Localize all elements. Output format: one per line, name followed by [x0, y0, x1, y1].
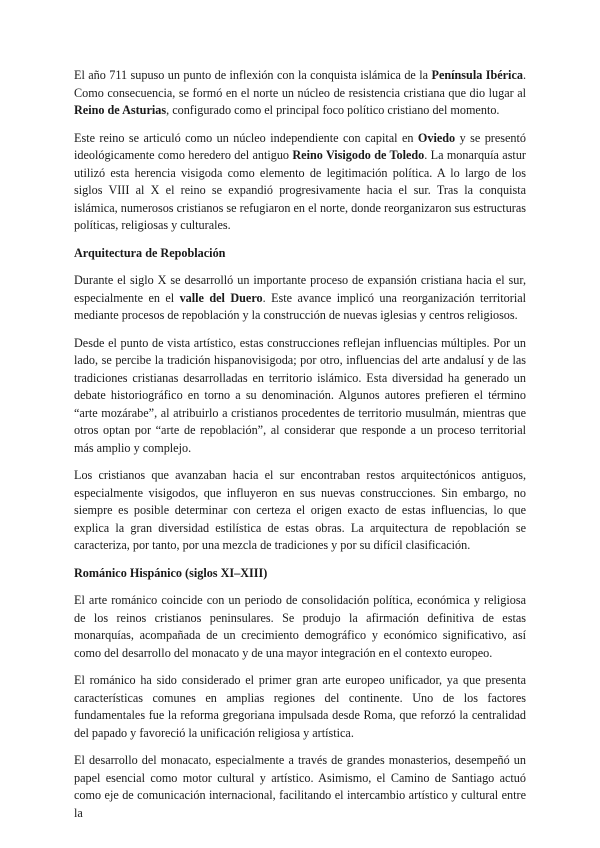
paragraph-text: . La monarquía astur utilizó esta herencia visigoda como elemento de legitimación política. A lo largo de los siglos VIII al X el reino se expandió progresivamente hacia el sur. Tras la conquista islámica, numerosos cristianos se refugiaron en el norte, donde reorganizaron sus estructuras políticas, religiosas y culturales.	[74, 148, 526, 232]
paragraph-text: Los cristianos que avanzaban hacia el sur encontraban restos arquitectónicos antiguos, especialmente visigodos, que influyeron en sus nuevas construcciones. Sin embargo, no siempre es posible determinar con certeza el origen exacto de estas influencias, lo que explica la gran diversidad estilística de estas obras. La arquitectura de repoblación se caracteriza, por tanto, por una mezcla de tradiciones y por su difícil clasificación.	[74, 468, 526, 552]
body-paragraph	[74, 130, 526, 235]
body-paragraph	[74, 752, 526, 822]
paragraph-text: . Como consecuencia, se formó en el norte un núcleo de resistencia cristiana que dio lugar al	[74, 68, 526, 100]
paragraph-text: Desde el punto de vista artístico, estas construcciones reflejan influencias múltiples. Por un lado, se percibe la tradición hispanovisigoda; por otro, influencias del arte andalusí y de las tradiciones cristianas desarrolladas en territorio islámico. Esta diversidad ha generado un debate historiográfico en torno a su denominación. Algunos autores prefieren el término “arte mozárabe”, al atribuirlo a cristianos procedentes de territorio musulmán, mientras que otros optan por “arte de repoblación”, al considerar que responde a un proceso territorial más amplio y complejo.	[74, 335, 526, 455]
body-paragraph	[74, 335, 526, 458]
body-paragraph	[74, 272, 526, 325]
body-paragraph	[74, 592, 526, 662]
paragraph-text: El románico ha sido considerado el primer gran arte europeo unificador, ya que presenta características comunes en amplias regiones del continente. Uno de los factores fundamentales fue la reforma gregoriana impulsada desde Roma, que reforzó la centralidad del papado y favoreció la unificación religiosa y artística.	[74, 673, 526, 740]
body-paragraph	[74, 467, 526, 555]
emphasized-term: Oviedo	[417, 130, 456, 145]
paragraph-text: El desarrollo del monacato, especialmente a través de grandes monasterios, desempeñó un papel esencial como motor cultural y artístico. Asimismo, el Camino de Santiago actuó como eje de comunicación internacional, facilitando el intercambio artístico y cultural entre la	[74, 753, 526, 820]
paragraph-text: Este reino se articuló como un núcleo independiente con capital en	[74, 130, 418, 145]
paragraph-text: . Este avance implicó una reorganización territorial mediante procesos de repoblación y la construcción de nuevas iglesias y centros religiosos.	[74, 290, 527, 322]
paragraph-text: El arte románico coincide con un periodo de consolidación política, económica y religiosa de los reinos cristianos peninsulares. Se produjo la afirmación definitiva de estas monarquías, acompañada de un crecimiento demográfico y económico significativo, así como del desarrollo del monacato y de una mayor integración en el contexto europeo.	[74, 593, 526, 660]
paragraph-text: y se presentó ideológicamente como heredero del antiguo	[74, 130, 526, 162]
emphasized-term: Reino Visigodo de Toledo	[292, 148, 425, 162]
document-page	[74, 67, 526, 832]
emphasized-term: valle del Duero	[179, 290, 263, 305]
section-heading: Románico Hispánico (siglos XI–XIII)	[74, 565, 268, 580]
body-paragraph	[74, 67, 526, 120]
paragraph-text: El año 711 supuso un punto de inflexión con la conquista islámica de la	[74, 68, 432, 82]
paragraph-text: , configurado como el principal foco político cristiano del momento.	[166, 103, 500, 117]
body-paragraph	[74, 672, 526, 742]
emphasized-term: Península Ibérica	[431, 68, 523, 82]
emphasized-term: Reino de Asturias	[74, 103, 167, 117]
paragraph-text: Durante el siglo X se desarrolló un importante proceso de expansión cristiana hacia el sur, especialmente en el	[74, 273, 526, 305]
section-heading: Arquitectura de Repoblación	[74, 245, 226, 260]
